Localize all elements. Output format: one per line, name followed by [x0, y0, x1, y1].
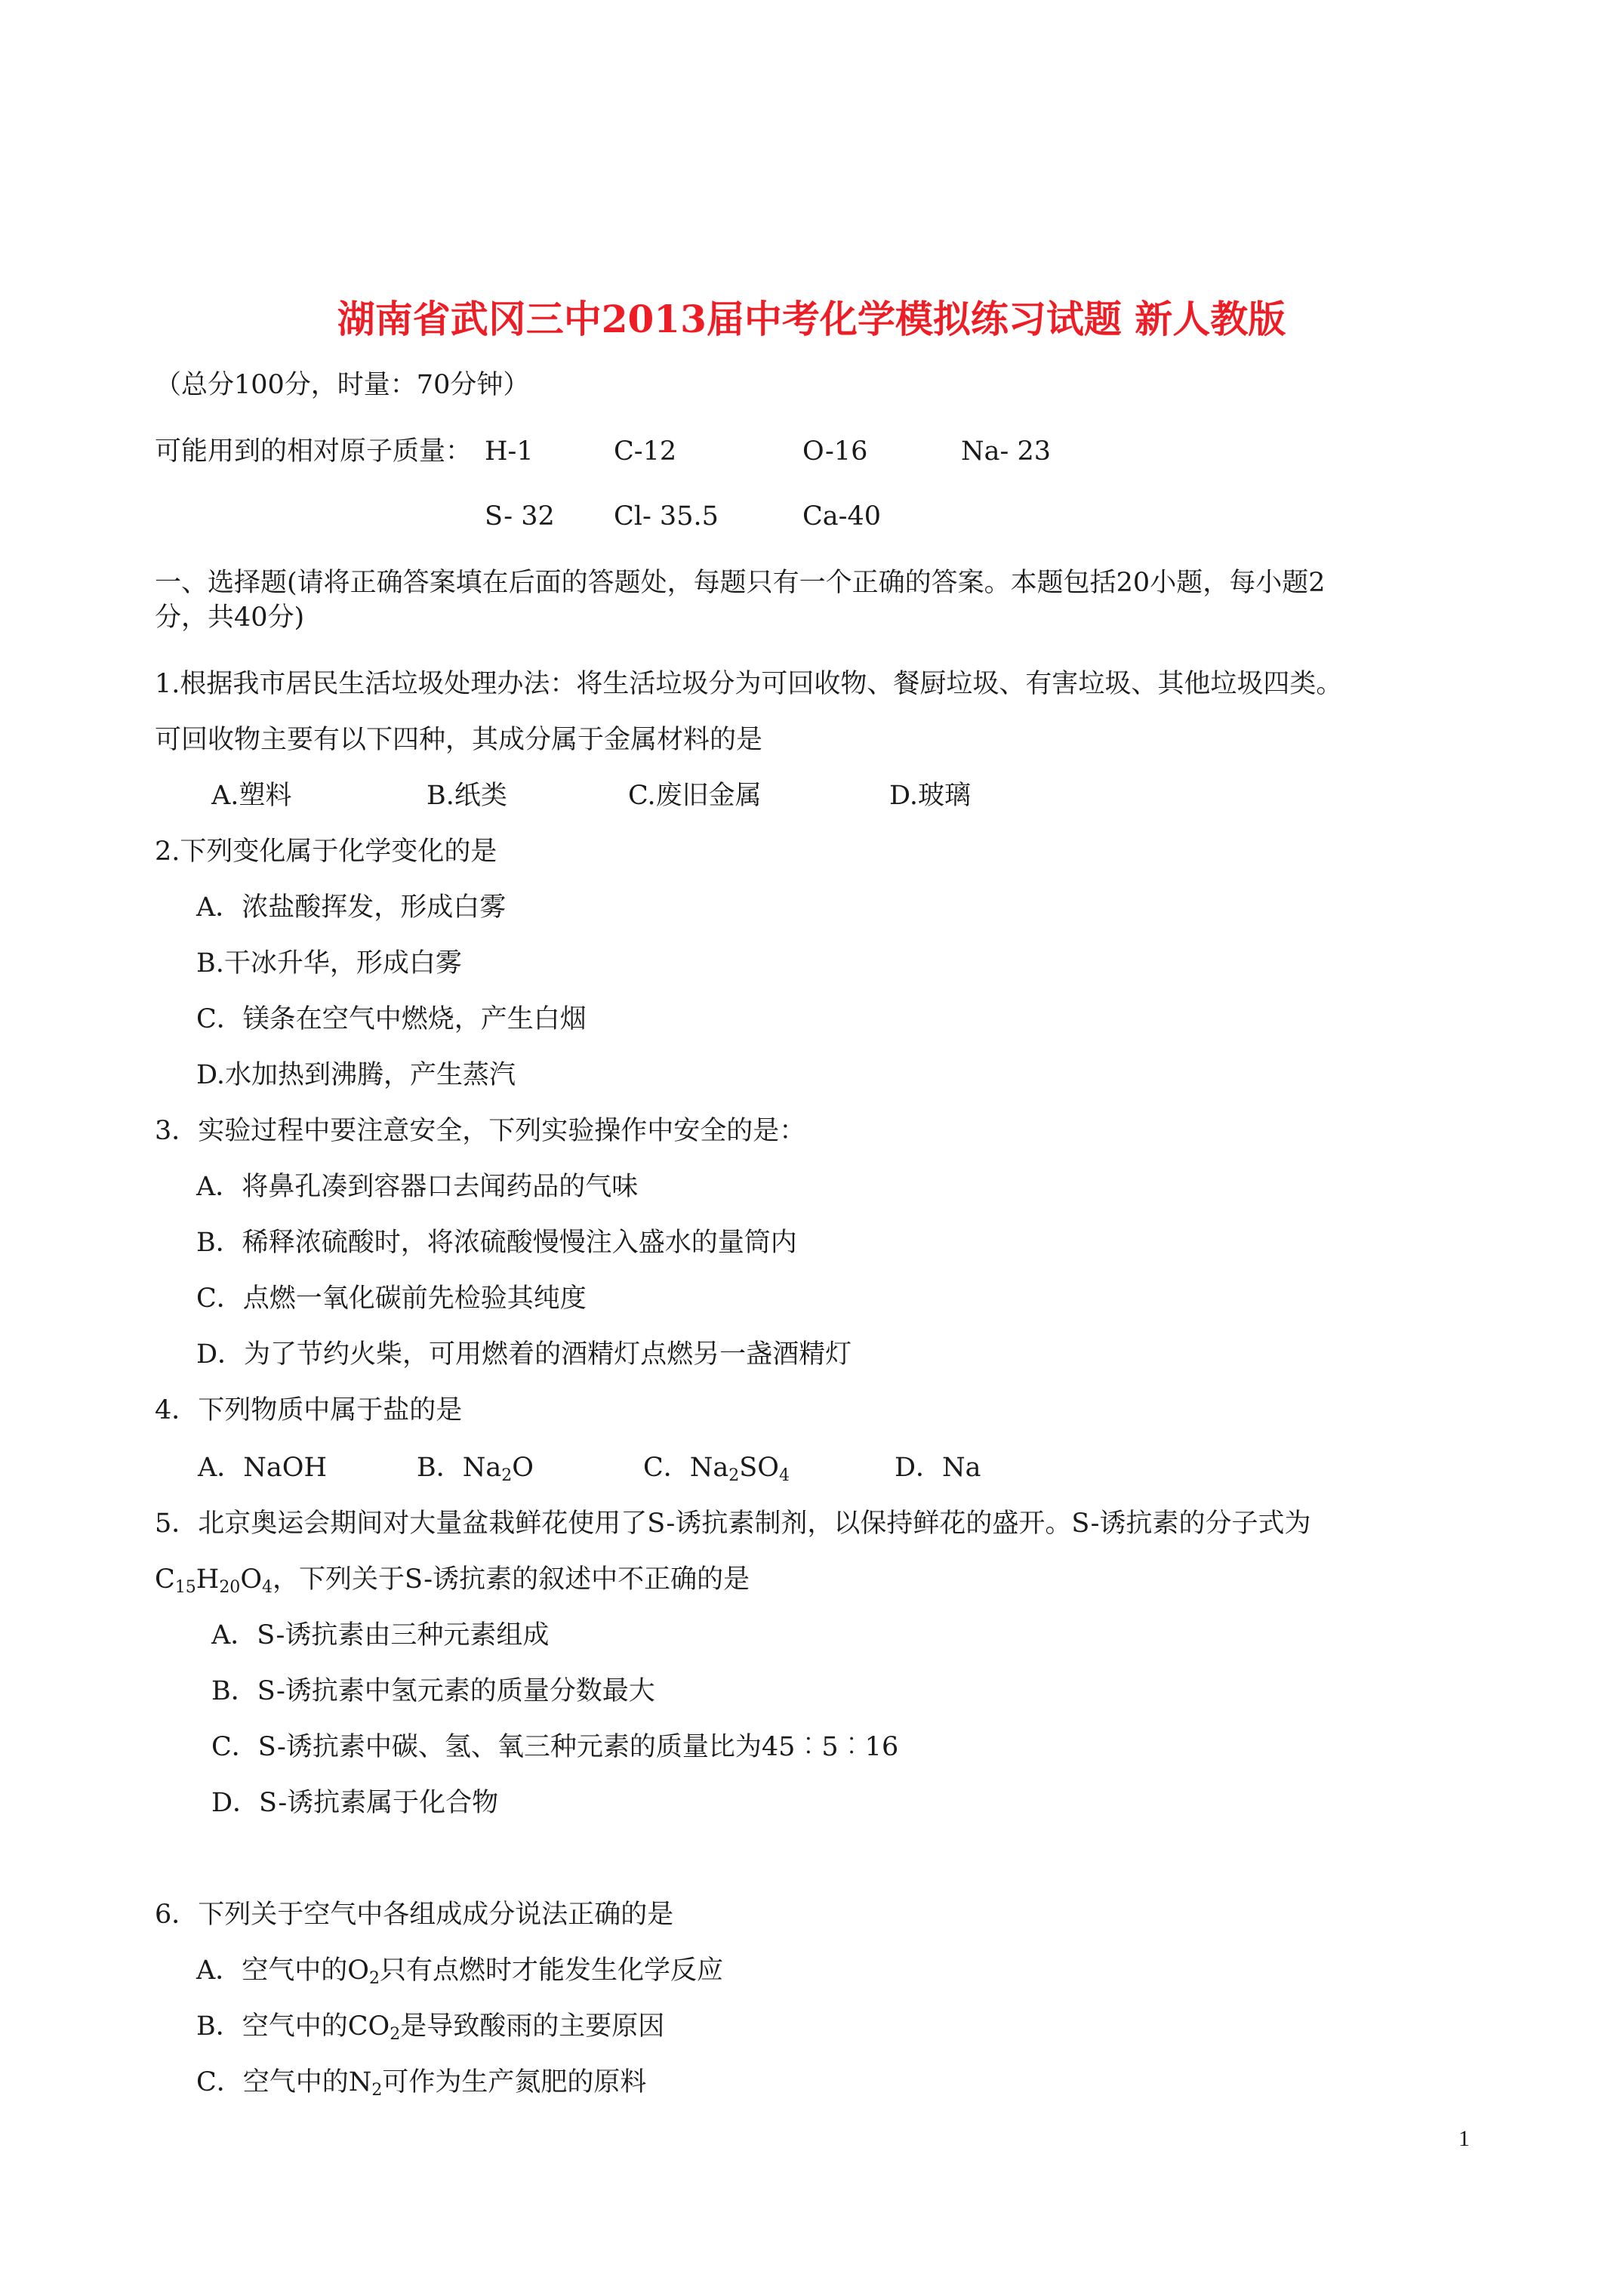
- q1-option-b: B.纸类: [427, 781, 507, 811]
- q5-stem-line1: 5．北京奥运会期间对大量盆栽鲜花使用了S-诱抗素制剂，以保持鲜花的盛开。S-诱抗素的分子式为: [155, 1509, 1311, 1539]
- q3-option-b: B．稀释浓硫酸时，将浓硫酸慢慢注入盛水的量筒内: [196, 1228, 797, 1258]
- q5-option-a: A．S-诱抗素由三种元素组成: [211, 1620, 550, 1650]
- mass-cl: Cl- 35.5: [614, 501, 719, 532]
- q6-option-c: C．空气中的$N_2$可作为生产氮肥的原料: [196, 2067, 647, 2100]
- q1-option-a: A.塑料: [211, 781, 292, 811]
- mass-o: O-16: [802, 436, 868, 467]
- q3-option-d: D．为了节约火柴，可用燃着的酒精灯点燃另一盏酒精灯: [196, 1339, 852, 1370]
- q4-option-c: C．$Na_2SO_4$: [643, 1453, 790, 1485]
- q3-stem: 3．实验过程中要注意安全，下列实验操作中安全的是：: [155, 1116, 806, 1146]
- mass-ca: Ca-40: [802, 501, 882, 532]
- q5-formula: $C_{15}H_{20}O_4$: [155, 1564, 273, 1597]
- mass-na: Na- 23: [961, 436, 1051, 467]
- q1-option-d: D.玻璃: [889, 781, 971, 811]
- q4-option-d: D．Na: [895, 1453, 981, 1483]
- page-number: 1: [1458, 2126, 1470, 2151]
- q2-option-a: A．浓盐酸挥发，形成白雾: [196, 892, 507, 923]
- q5-option-c: C．S-诱抗素中碳、氢、氧三种元素的质量比为45︰5︰16: [211, 1732, 899, 1762]
- q3-option-c: C．点燃一氧化碳前先检验其纯度: [196, 1284, 587, 1314]
- q2-option-d: D.水加热到沸腾，产生蒸汽: [196, 1060, 516, 1090]
- q1-option-c: C.废旧金属: [628, 781, 762, 811]
- q5-stem-line2: $C_{15}H_{20}O_4$，下列关于S-诱抗素的叙述中不正确的是: [155, 1564, 750, 1597]
- section-heading-line2: 分，共40分): [155, 603, 305, 633]
- page-title: 湖南省武冈三中2013届中考化学模拟练习试题 新人教版: [337, 297, 1286, 341]
- q2-option-b: B.干冰升华，形成白雾: [196, 948, 462, 978]
- q4-option-b: B．$Na_2O$: [417, 1453, 534, 1485]
- q4-stem: 4．下列物质中属于盐的是: [155, 1395, 463, 1425]
- q2-option-c: C．镁条在空气中燃烧，产生白烟: [196, 1004, 587, 1034]
- exam-info: （总分100分，时量：70分钟）: [155, 370, 530, 400]
- mass-s: S- 32: [485, 501, 555, 532]
- q5-option-d: D．S-诱抗素属于化合物: [211, 1788, 499, 1818]
- mass-h: H-1: [485, 436, 534, 467]
- q4-option-a: A．NaOH: [198, 1453, 327, 1483]
- q6-option-a: A．空气中的$O_2$只有点燃时才能发生化学反应: [196, 1955, 723, 1988]
- q6-option-b: B．空气中的$CO_2$是导致酸雨的主要原因: [196, 2011, 665, 2044]
- q2-stem: 2.下列变化属于化学变化的是: [155, 837, 497, 867]
- mass-c: C-12: [614, 436, 677, 467]
- section-heading-line1: 一、选择题(请将正确答案填在后面的答题处，每题只有一个正确的答案。本题包括20小题，每小题2: [155, 568, 1326, 598]
- atomic-mass-label: 可能用到的相对原子质量：: [155, 436, 473, 467]
- q1-stem-line1: 1.根据我市居民生活垃圾处理办法：将生活垃圾分为可回收物、餐厨垃圾、有害垃圾、其他垃圾四类。: [155, 669, 1343, 699]
- q6-stem: 6．下列关于空气中各组成成分说法正确的是: [155, 1900, 674, 1930]
- q5-option-b: B．S-诱抗素中氢元素的质量分数最大: [211, 1676, 655, 1706]
- q1-stem-line2: 可回收物主要有以下四种，其成分属于金属材料的是: [155, 725, 763, 755]
- q3-option-a: A．将鼻孔凑到容器口去闻药品的气味: [196, 1172, 639, 1202]
